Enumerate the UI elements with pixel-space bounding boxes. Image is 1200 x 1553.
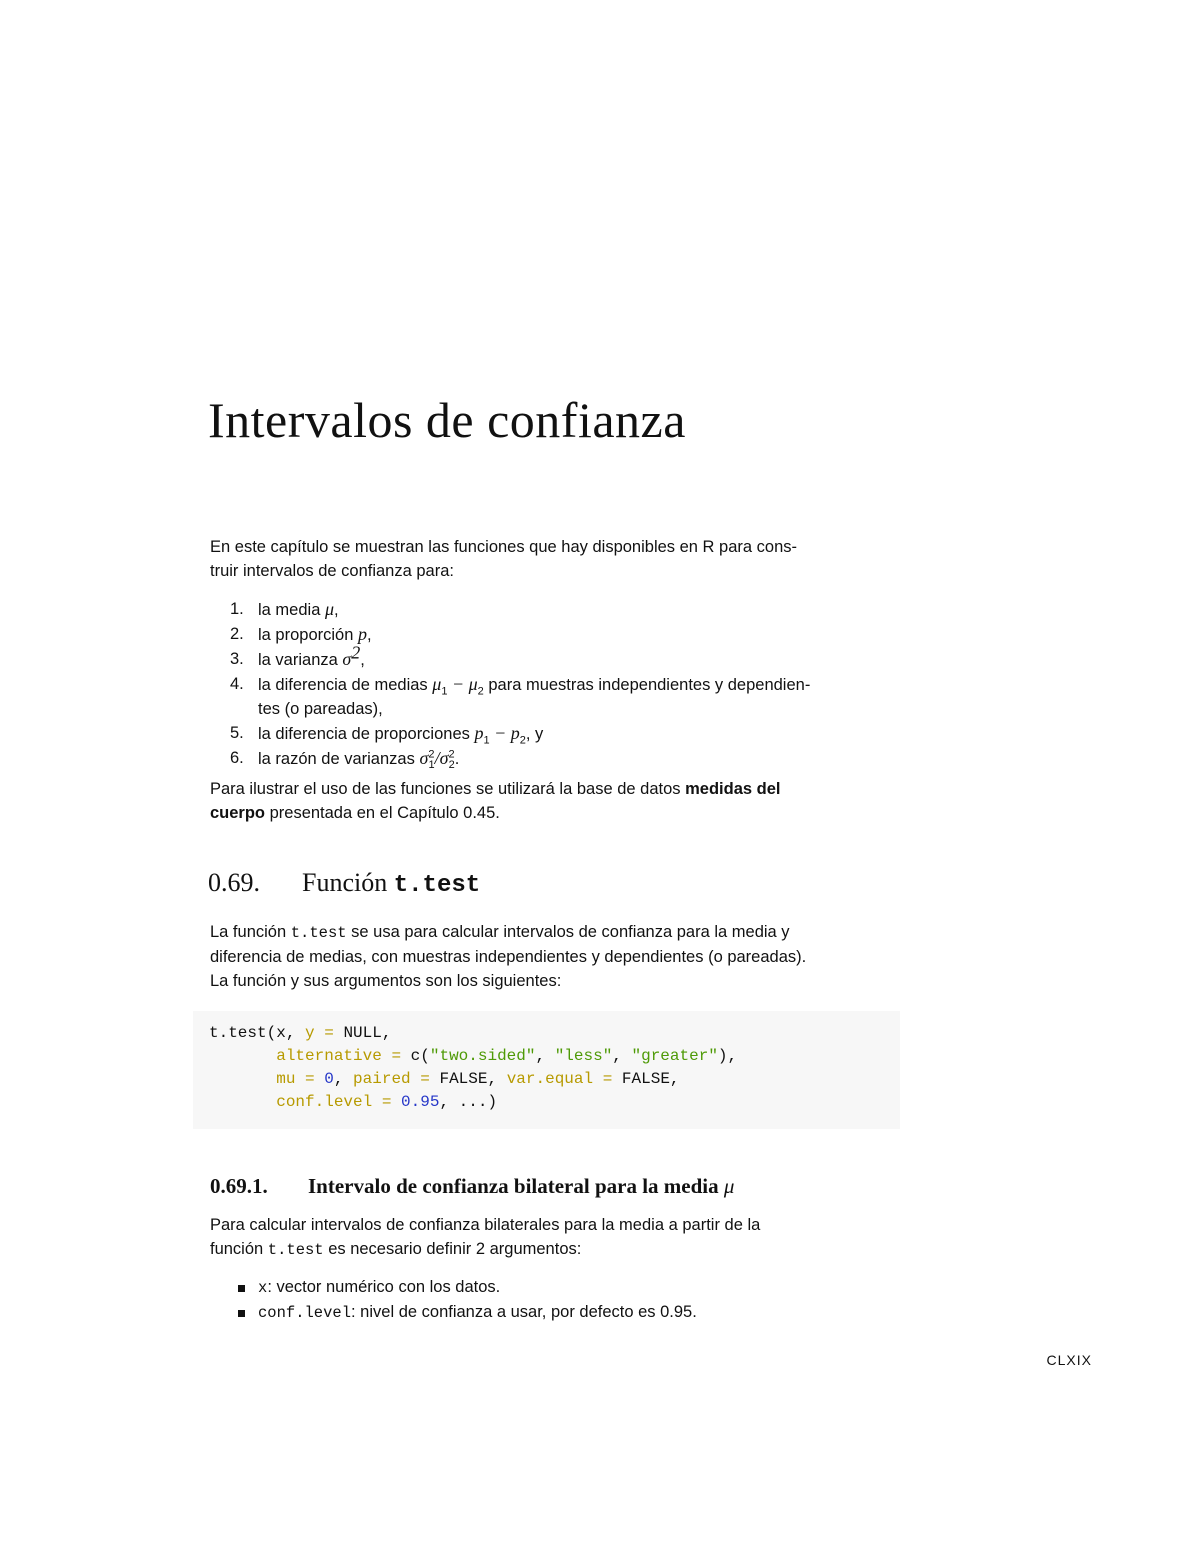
page-number: CLXIX bbox=[1046, 1352, 1092, 1368]
section-intro-paragraph: La función t.test se usa para calcular intervalos de confianza para la media y diferencia de medias, con muestras independientes y dependientes (o pareadas). La función y sus argumentos son los siguientes: bbox=[210, 923, 807, 990]
dataset-name: medidas del bbox=[685, 780, 781, 798]
bullet-icon bbox=[238, 1310, 245, 1317]
code-line: conf.level = 0.95, ...) bbox=[276, 1093, 498, 1111]
arguments-list bbox=[210, 1275, 890, 1325]
intro-paragraph bbox=[210, 535, 886, 583]
list-item: 4. la diferencia de medias $\mu_1 - \mu_2$ para muestras independientes y dependien- tes (o pareadas), bbox=[230, 674, 811, 718]
code-line: mu = 0, paired = FALSE, var.equal = FALSE, bbox=[276, 1070, 680, 1088]
list-item: 2. la proporción p, bbox=[230, 624, 372, 644]
illustrate-paragraph: Para ilustrar el uso de las funciones se utilizará la base de datos medidas del cuerpo presentada en el Capítulo 0.45. bbox=[210, 780, 781, 822]
subsection-intro-paragraph: Para calcular intervalos de confianza bilaterales para la media a partir de la función t.test es necesario definir 2 argumentos: bbox=[210, 1216, 761, 1259]
code-block bbox=[193, 1011, 900, 1129]
list-item: 6. la razón de varianzas $\sigma^2_1/\sigma^2_2$. bbox=[230, 748, 460, 772]
list-item: 5. la diferencia de proporciones $p_1 - p_2$, y bbox=[230, 723, 544, 747]
list-item: x: vector numérico con los datos. bbox=[210, 1275, 890, 1300]
code-line: alternative = c("two.sided", "less", "greater"), bbox=[276, 1047, 738, 1065]
list-item: 3. la varianza $\sigma^2$, bbox=[230, 642, 365, 669]
subsection-title: 0.69.1. Intervalo de confianza bilateral para la media μ bbox=[210, 1174, 735, 1198]
section-title: 0.69. Función t.test bbox=[208, 868, 481, 899]
list-item: conf.level: nivel de confianza a usar, por defecto es 0.95. bbox=[210, 1300, 890, 1325]
intro-line-1: En este capítulo se muestran las funciones que hay disponibles en R para cons- bbox=[210, 538, 798, 556]
intro-line-2: truir intervalos de confianza para: bbox=[210, 562, 454, 580]
targets-list bbox=[210, 597, 890, 771]
bullet-icon bbox=[238, 1285, 245, 1292]
chapter-title: Intervalos de confianza bbox=[208, 392, 686, 448]
list-item: 1. la media μ, bbox=[230, 599, 339, 619]
code-line: t.test(x, y = NULL, bbox=[209, 1024, 392, 1042]
